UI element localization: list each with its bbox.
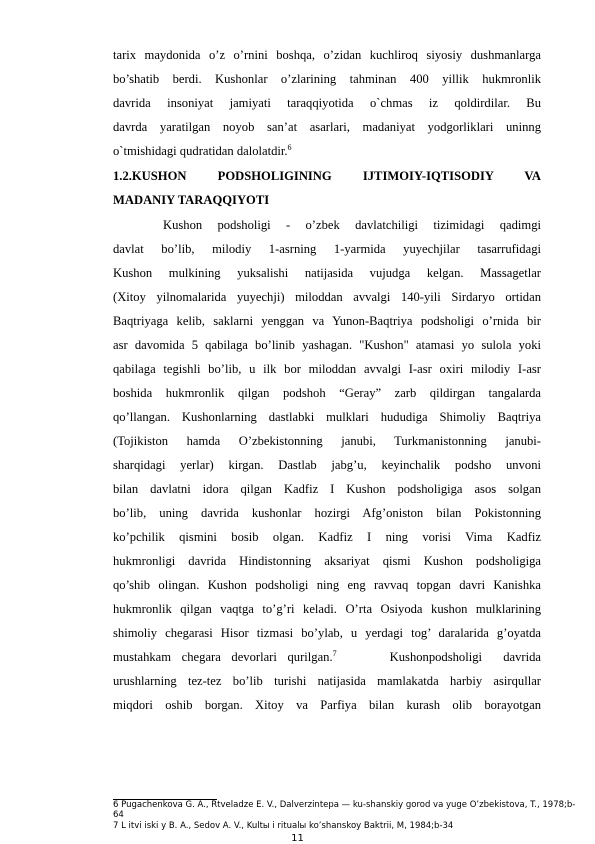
paragraph-line: (Xitoy yilnomalarida yuyechji) miloddan avvalgi 140-yili Sirdaryo ortidan — [113, 290, 541, 304]
paragraph-line: bilan davlatni idora qilgan Kadfiz I Kushon podsholigiga asos solgan — [113, 482, 541, 496]
paragraph-line: Kushon podsholigi - o’zbek davlatchiligi tizimidagi qadimgi — [163, 218, 541, 232]
paragraph-line: davrida insoniyat jamiyati taraqqiyotida o`chmas iz qoldirdilar. Bu — [113, 96, 541, 110]
paragraph-line: shimoliy chegarasi Hisor tizmasi bo’ylab, u yerdagi tog’ daralarida g’oyatda — [113, 626, 541, 640]
paragraph-text: o`tmishidagi qudratidan dalolatdir. — [113, 144, 288, 158]
paragraph-line: tarix maydonida o’z o’rnini boshqa, o’zidan kuchliroq siyosiy dushmanlarga — [113, 48, 541, 62]
paragraph-line: bo’shatib berdi. Kushonlar o’zlarining tahminan 400 yillik hukmronlik — [113, 72, 541, 86]
paragraph-line: boshida hukmronlik qilgan podshoh “Geray” zarb qildirgan tangalarda — [113, 386, 541, 400]
footnote-6: 6 Pugachenkova G. A., Rtveladze E. V., Dalverzintepa — ku-shanskiy gorod va yuge O’zbekistova, T., 1978;b- — [113, 800, 576, 810]
paragraph-line: asr davomida 5 qabilaga bo’linib yashagan. "Kushon" atamasi yo sulola yoki — [113, 338, 541, 352]
section-heading: 1.2.KUSHON PODSHOLIGINING IJTIMOIY-IQTISODIY VA — [113, 169, 541, 183]
paragraph-line: (Tojikiston hamda O’zbekistonning janubi, Turkmanistonning janubi- — [113, 434, 541, 448]
page-number: 11 — [291, 833, 304, 844]
paragraph-text: mustahkam chegara devorlari qurilgan. — [113, 650, 333, 664]
paragraph-text: Kushonpodsholigi davrida — [336, 650, 541, 664]
footnote-7: 7 L itvi iski y B. A., Sedov A. V., Kultы i ritualы ko’shanskoy Baktrii, M, 1984;b-34 — [113, 821, 454, 831]
paragraph-line: urushlarning tez-tez bo’lib turishi natijasida mamlakatda harbiy asirqullar — [113, 674, 541, 688]
footnote-ref[interactable]: 6 — [287, 142, 292, 152]
paragraph-line: qo’shib olingan. Kushon podsholigi ning eng ravvaq topgan davri Kanishka — [113, 578, 541, 592]
paragraph-line: sharqidagi yerlar) kirgan. Dastlab jabg’u, keyinchalik podsho unvoni — [113, 458, 541, 472]
paragraph-line: davlat bo’lib, milodiy 1-asrning 1-yarmida yuyechjilar tasarrufidagi — [113, 242, 541, 256]
paragraph-line: hukmronlik qilgan vaqtga to’g’ri keladi. O’rta Osiyoda kushon mulklarining — [113, 602, 541, 616]
paragraph-line: qabilaga tegishli bo’lib, u ilk bor miloddan avvalgi I-asr oxiri milodiy I-asr — [113, 362, 541, 376]
paragraph-line: bo’lib, uning davrida kushonlar hozirgi Afg’oniston bilan Pokistonning — [113, 506, 541, 520]
paragraph-line — [113, 143, 541, 159]
footnote-ref[interactable]: 7 — [332, 648, 337, 658]
paragraph-line: hukmronligi davrida Hindistonning aksariyat qismi Kushon podsholigiga — [113, 554, 541, 568]
paragraph-line: miqdori oshib borgan. Xitoy va Parfiya bilan kurash olib borayotgan — [113, 698, 541, 712]
paragraph-line: ko’pchilik qismini bosib olgan. Kadfiz I ning vorisi Vima Kadfiz — [113, 530, 541, 544]
paragraph-line: Kushon mulkining yuksalishi natijasida vujudga kelgan. Massagetlar — [113, 266, 541, 280]
paragraph-line: Baqtriyaga kelib, saklarni yenggan va Yunon-Baqtriya podsholigi o’rnida bir — [113, 314, 541, 328]
footnote-6-continued: 64 — [113, 810, 124, 820]
paragraph-line: davrda yaratilgan noyob san’at asarlari, madaniyat yodgorliklari uninng — [113, 120, 541, 134]
section-heading: MADANIY TARAQQIYOTI — [113, 193, 270, 207]
paragraph-line — [113, 649, 541, 665]
paragraph-line: qo’llangan. Kushonlarning dastlabki mulklari hududiga Shimoliy Baqtriya — [113, 410, 541, 424]
